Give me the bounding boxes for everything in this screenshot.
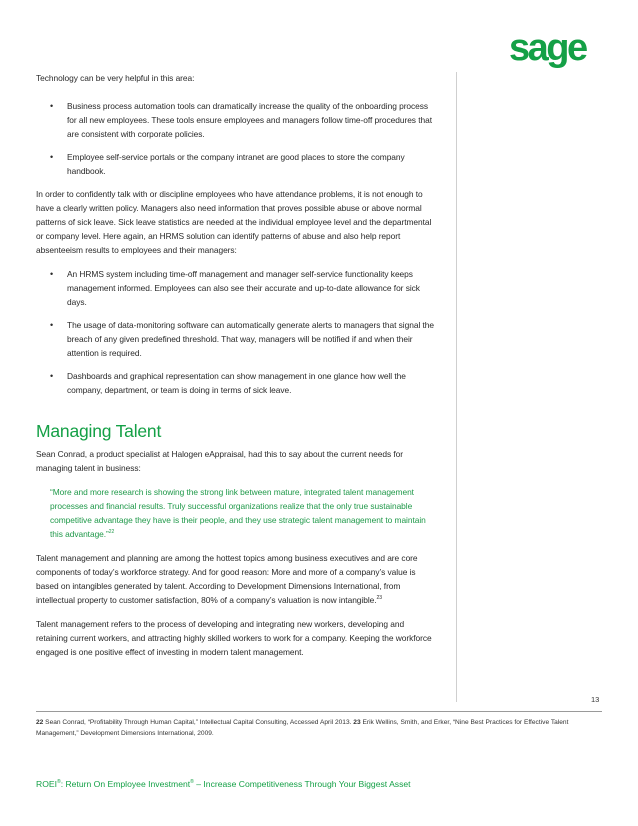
intro-text: Technology can be very helpful in this area: <box>36 73 195 83</box>
bullet-item: • Business process automation tools can dramatically increase the quality of the onboarding process for all new employees. These tools ensure employees and managers follow time-off procedures that are consistent with corporate policies. <box>36 99 436 141</box>
bullet-list-technology <box>36 99 436 178</box>
page-number: 13 <box>591 695 600 704</box>
main-content <box>36 71 436 669</box>
footnotes <box>36 717 602 739</box>
document-footer: ROEI®: Return On Employee Investment® – Increase Competitiveness Through Your Biggest Asset <box>36 779 411 789</box>
talent-paragraph-text: Talent management and planning are among the hottest topics among business executives and are core components of today’s workforce strategy. And for good reason: More and more of a company’s value is based on intangibles generated by talent. According to Development Dimensions International, from intellectual property to customer satisfaction, 80% of a company’s valuation is now intangible. <box>36 553 418 605</box>
quote-text: More and more research is showing the strong link between mature, integrated talent management processes and financial results. Truly successful organizations realize that the only true sustainable competitive advantage they have is their people, and they use strategic talent management to maintain this advantage.” <box>50 487 426 539</box>
talent-definition-paragraph: Talent management refers to the process of developing and integrating new workers, developing and retaining current workers, and attracting highly skilled workers to work for a company. Keeping the workforce engaged is one positive effect of investing in modern talent management. <box>36 619 432 657</box>
column-divider <box>456 72 457 702</box>
section-heading: Managing Talent <box>36 421 162 441</box>
quote-open-mark: “ <box>50 487 53 497</box>
talent-paragraph <box>36 551 436 607</box>
footnote-ref-23: 23 <box>376 595 382 601</box>
bullet-item: • An HRMS system including time-off management and manager self-service functionality keeps management informed. Employees can also see their accurate and up-to-date allowance for sick days. <box>36 267 436 309</box>
bullet-item: • Dashboards and graphical representation can show management in one glance how well the company, department, or team is doing in terms of sick leave. <box>36 369 436 397</box>
sage-logo <box>507 26 603 74</box>
footnote-divider <box>36 711 602 712</box>
bullet-list-hrms <box>36 267 436 397</box>
bullet-item: • The usage of data-monitoring software can automatically generate alerts to managers that signal the breach of any given predefined threshold. That way, managers will be notified if and when their attention is required. <box>36 318 436 360</box>
intro-quote-paragraph: Sean Conrad, a product specialist at Halogen eAppraisal, had this to say about the current needs for managing talent in business: <box>36 449 403 473</box>
attendance-paragraph: In order to confidently talk with or discipline employees who have attendance problems, it is not enough to have a clearly written policy. Managers also need information that proves possible abuse or above normal patterns of sick leave. Sick leave statistics are needed at the individual employee level and the departmental or company level. Here again, an HRMS solution can identify patterns of abuse and also help report absenteeism results to employees and their managers: <box>36 189 432 255</box>
footnote-text: Erik Wellins, Smith, and Erker, “Nine Best Practices for Effective Talent Management,” Development Dimensions International, 2009. <box>36 719 569 737</box>
footnote-number: 23 <box>353 719 361 726</box>
svg-text:sage: sage <box>509 27 586 69</box>
footnote-ref-22: 22 <box>108 529 115 535</box>
pull-quote <box>36 485 436 541</box>
footnote-number: 22 <box>36 719 44 726</box>
footnote-text: Sean Conrad, “Profitability Through Human Capital,” Intellectual Capital Consulting, Accessed April 2013. <box>43 719 354 726</box>
bullet-item: • Employee self-service portals or the company intranet are good places to store the company handbook. <box>36 150 436 178</box>
